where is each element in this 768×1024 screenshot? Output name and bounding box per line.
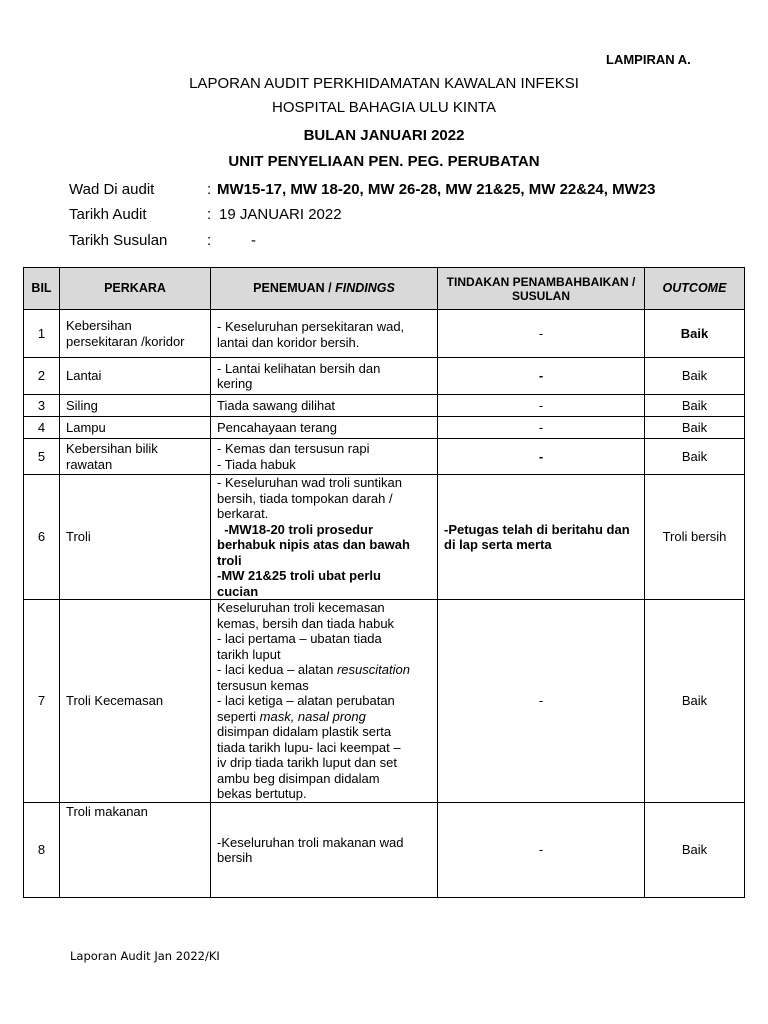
penemuan-text: - laci kedua – alatan xyxy=(217,662,337,677)
report-title: LAPORAN AUDIT PERKHIDAMATAN KAWALAN INFEKSI xyxy=(189,75,579,92)
penemuan-line: - Keseluruhan wad troli suntikan xyxy=(217,475,402,490)
page-footer: Laporan Audit Jan 2022/KI xyxy=(70,949,220,963)
penemuan-line: Tiada sawang dilihat xyxy=(217,397,336,413)
row-perkara: Kebersihan bilik rawatan xyxy=(60,439,211,475)
table-header-row xyxy=(24,268,745,310)
row-tindakan: - xyxy=(438,802,645,897)
penemuan-line: bersih xyxy=(217,850,253,865)
row-bil: 2 xyxy=(24,358,60,395)
penemuan-line: bekas bertutup. xyxy=(217,786,307,801)
penemuan-line: berhabuk nipis atas dan bawah xyxy=(217,537,410,552)
row-tindakan: - xyxy=(438,600,645,803)
table-row xyxy=(24,310,745,358)
header-bil: BIL xyxy=(24,268,60,310)
hospital-name: HOSPITAL BAHAGIA ULU KINTA xyxy=(272,99,496,116)
row-perkara: Troli makanan xyxy=(60,802,211,897)
row-outcome: Baik xyxy=(645,439,745,475)
row-penemuan xyxy=(211,475,438,600)
row-perkara: Troli Kecemasan xyxy=(60,600,211,803)
penemuan-line: tarikh luput xyxy=(217,646,281,662)
table-row xyxy=(24,802,745,897)
penemuan-line: ambu beg disimpan didalam xyxy=(217,770,380,786)
penemuan-line: Keseluruhan troli kecemasan xyxy=(217,600,385,615)
audit-date-label: Tarikh Audit xyxy=(69,206,147,223)
row-tindakan: - xyxy=(438,395,645,417)
penemuan-line xyxy=(217,709,431,725)
attachment-label: LAMPIRAN A. xyxy=(606,52,691,67)
row-penemuan xyxy=(211,600,438,803)
penemuan-line: tersusun kemas xyxy=(217,677,309,693)
penemuan-line: - Kemas dan tersusun rapi xyxy=(217,441,370,456)
penemuan-line: lantai dan koridor bersih. xyxy=(217,334,360,350)
row-tindakan: - xyxy=(438,310,645,358)
report-month: BULAN JANUARI 2022 xyxy=(303,127,465,144)
penemuan-line: kering xyxy=(217,376,253,391)
row-penemuan xyxy=(211,358,438,395)
row-tindakan: - xyxy=(438,417,645,439)
penemuan-line: -Keseluruhan troli makanan wad xyxy=(217,834,404,850)
followup-date-label: Tarikh Susulan xyxy=(69,232,168,249)
penemuan-line: tiada tarikh lupu- laci keempat – xyxy=(217,739,401,755)
table-row xyxy=(24,417,745,439)
row-perkara: Siling xyxy=(60,395,211,417)
row-tindakan: -Petugas telah di beritahu dan di lap serta merta xyxy=(438,475,645,600)
followup-date-value: - xyxy=(251,232,256,249)
row-outcome: Troli bersih xyxy=(645,475,745,600)
audit-date-value: 19 JANUARI 2022 xyxy=(219,206,342,223)
row-outcome: Baik xyxy=(645,417,745,439)
penemuan-line: - laci pertama – ubatan tiada xyxy=(217,631,382,646)
row-bil: 6 xyxy=(24,475,60,600)
table-row xyxy=(24,358,745,395)
penemuan-text: seperti xyxy=(217,708,260,724)
header-penemuan xyxy=(211,268,438,310)
row-tindakan: - xyxy=(438,439,645,475)
row-bil: 5 xyxy=(24,439,60,475)
row-penemuan xyxy=(211,439,438,475)
header-perkara: PERKARA xyxy=(60,268,211,310)
followup-date-colon: : xyxy=(207,232,212,249)
penemuan-line: - Keseluruhan persekitaran wad, xyxy=(217,319,405,334)
penemuan-line: kemas, bersih dan tiada habuk xyxy=(217,615,395,631)
row-penemuan xyxy=(211,802,438,897)
row-penemuan xyxy=(211,395,438,417)
penemuan-line: bersih, tiada tompokan darah / xyxy=(217,490,393,506)
audit-date-colon: : xyxy=(207,206,212,223)
row-bil: 4 xyxy=(24,417,60,439)
table-row xyxy=(24,475,745,600)
header-findings-text: FINDINGS xyxy=(335,280,395,295)
penemuan-line: - Tiada habuk xyxy=(217,456,296,472)
row-penemuan xyxy=(211,417,438,439)
audit-table xyxy=(23,267,745,898)
row-penemuan xyxy=(211,310,438,358)
row-perkara: Kebersihan persekitaran /koridor xyxy=(60,310,211,358)
header-tindakan: TINDAKAN PENAMBAHBAIKAN / SUSULAN xyxy=(438,268,645,310)
row-bil: 1 xyxy=(24,310,60,358)
row-bil: 3 xyxy=(24,395,60,417)
table-row xyxy=(24,600,745,803)
penemuan-line: cucian xyxy=(217,583,259,599)
penemuan-line: troli xyxy=(217,552,242,568)
wad-colon: : xyxy=(207,181,212,198)
penemuan-line: - Lantai kelihatan bersih dan xyxy=(217,360,381,376)
wad-value: MW15-17, MW 18-20, MW 26-28, MW 21&25, MW 22&24, MW23 xyxy=(217,181,656,198)
table-row xyxy=(24,439,745,475)
penemuan-line: iv drip tiada tarikh luput dan set xyxy=(217,755,397,770)
row-outcome: Baik xyxy=(645,600,745,803)
penemuan-line: berkarat. xyxy=(217,506,269,521)
penemuan-italic: mask, nasal prong xyxy=(259,708,366,724)
penemuan-line xyxy=(217,662,431,678)
table-row xyxy=(24,395,745,417)
row-outcome: Baik xyxy=(645,395,745,417)
row-bil: 8 xyxy=(24,802,60,897)
wad-label: Wad Di audit xyxy=(69,181,155,198)
header-outcome: OUTCOME xyxy=(645,268,745,310)
unit-name: UNIT PENYELIAAN PEN. PEG. PERUBATAN xyxy=(228,153,540,170)
penemuan-line: - laci ketiga – alatan perubatan xyxy=(217,693,395,708)
row-tindakan: - xyxy=(438,358,645,395)
row-outcome: Baik xyxy=(645,310,745,358)
penemuan-italic: resuscitation xyxy=(336,662,410,677)
penemuan-line: -MW 21&25 troli ubat perlu xyxy=(217,568,381,583)
row-outcome: Baik xyxy=(645,802,745,897)
penemuan-line: -MW18-20 troli prosedur xyxy=(217,521,374,537)
header-penemuan-text: PENEMUAN / xyxy=(253,280,336,295)
row-outcome: Baik xyxy=(645,358,745,395)
row-perkara: Troli xyxy=(60,475,211,600)
row-perkara: Lantai xyxy=(60,358,211,395)
row-bil: 7 xyxy=(24,600,60,803)
penemuan-line: Pencahayaan terang xyxy=(217,419,337,435)
penemuan-line: disimpan didalam plastik serta xyxy=(217,724,392,739)
row-perkara: Lampu xyxy=(60,417,211,439)
